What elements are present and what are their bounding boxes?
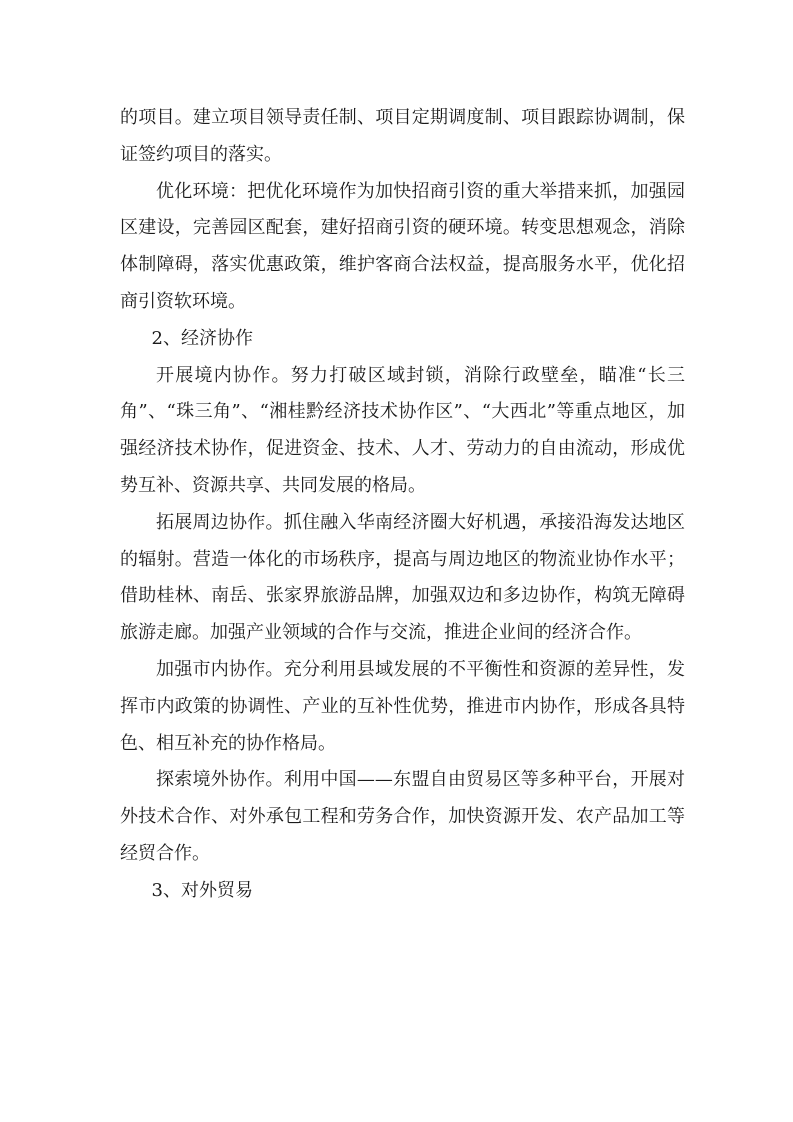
section-heading-foreign-trade: 3、对外贸易 <box>151 879 253 901</box>
document-body <box>120 100 685 910</box>
paragraph-regional-cooperation: 拓展周边协作。抓住融入华南经济圈大好机遇，承接沿海发达地区的辐射。营造一体化的市场秩序，提高与周边地区的物流业协作水平；借助桂林、南岳、张家界旅游品牌，加强双边和多边协作，构筑无障碍旅游走廊。加强产业领域的合作与交流，推进企业间的经济合作。 <box>120 511 685 644</box>
paragraph-continuation: 的项目。建立项目领导责任制、项目定期调度制、项目跟踪协调制，保证签约项目的落实。 <box>120 107 685 165</box>
paragraph-overseas-cooperation: 探索境外协作。利用中国——东盟自由贸易区等多种平台，开展对外技术合作、对外承包工程和劳务合作，加快资源开发、农产品加工等经贸合作。 <box>120 769 685 864</box>
paragraph-domestic-cooperation: 开展境内协作。努力打破区域封锁，消除行政壁垒，瞄准“长三角”、“珠三角”、“湘桂黔经济技术协作区”、“大西北”等重点地区，加强经济技术协作，促进资金、技术、人才、劳动力的自由流动，形成优势互补、资源共享、共同发展的格局。 <box>120 364 685 496</box>
paragraph-city-cooperation: 加强市内协作。充分利用县域发展的不平衡性和资源的差异性，发挥市内政策的协调性、产业的互补性优势，推进市内协作，形成各具特色、相互补充的协作格局。 <box>120 658 685 754</box>
section-heading-economic-cooperation: 2、经济协作 <box>151 327 253 349</box>
paragraph-optimize-environment: 优化环境：把优化环境作为加快招商引资的重大举措来抓，加强园区建设，完善园区配套，建好招商引资的硬环境。转变思想观念，消除体制障碍，落实优惠政策，维护客商合法权益，提高服务水平，优化招商引资软环境。 <box>120 180 685 312</box>
